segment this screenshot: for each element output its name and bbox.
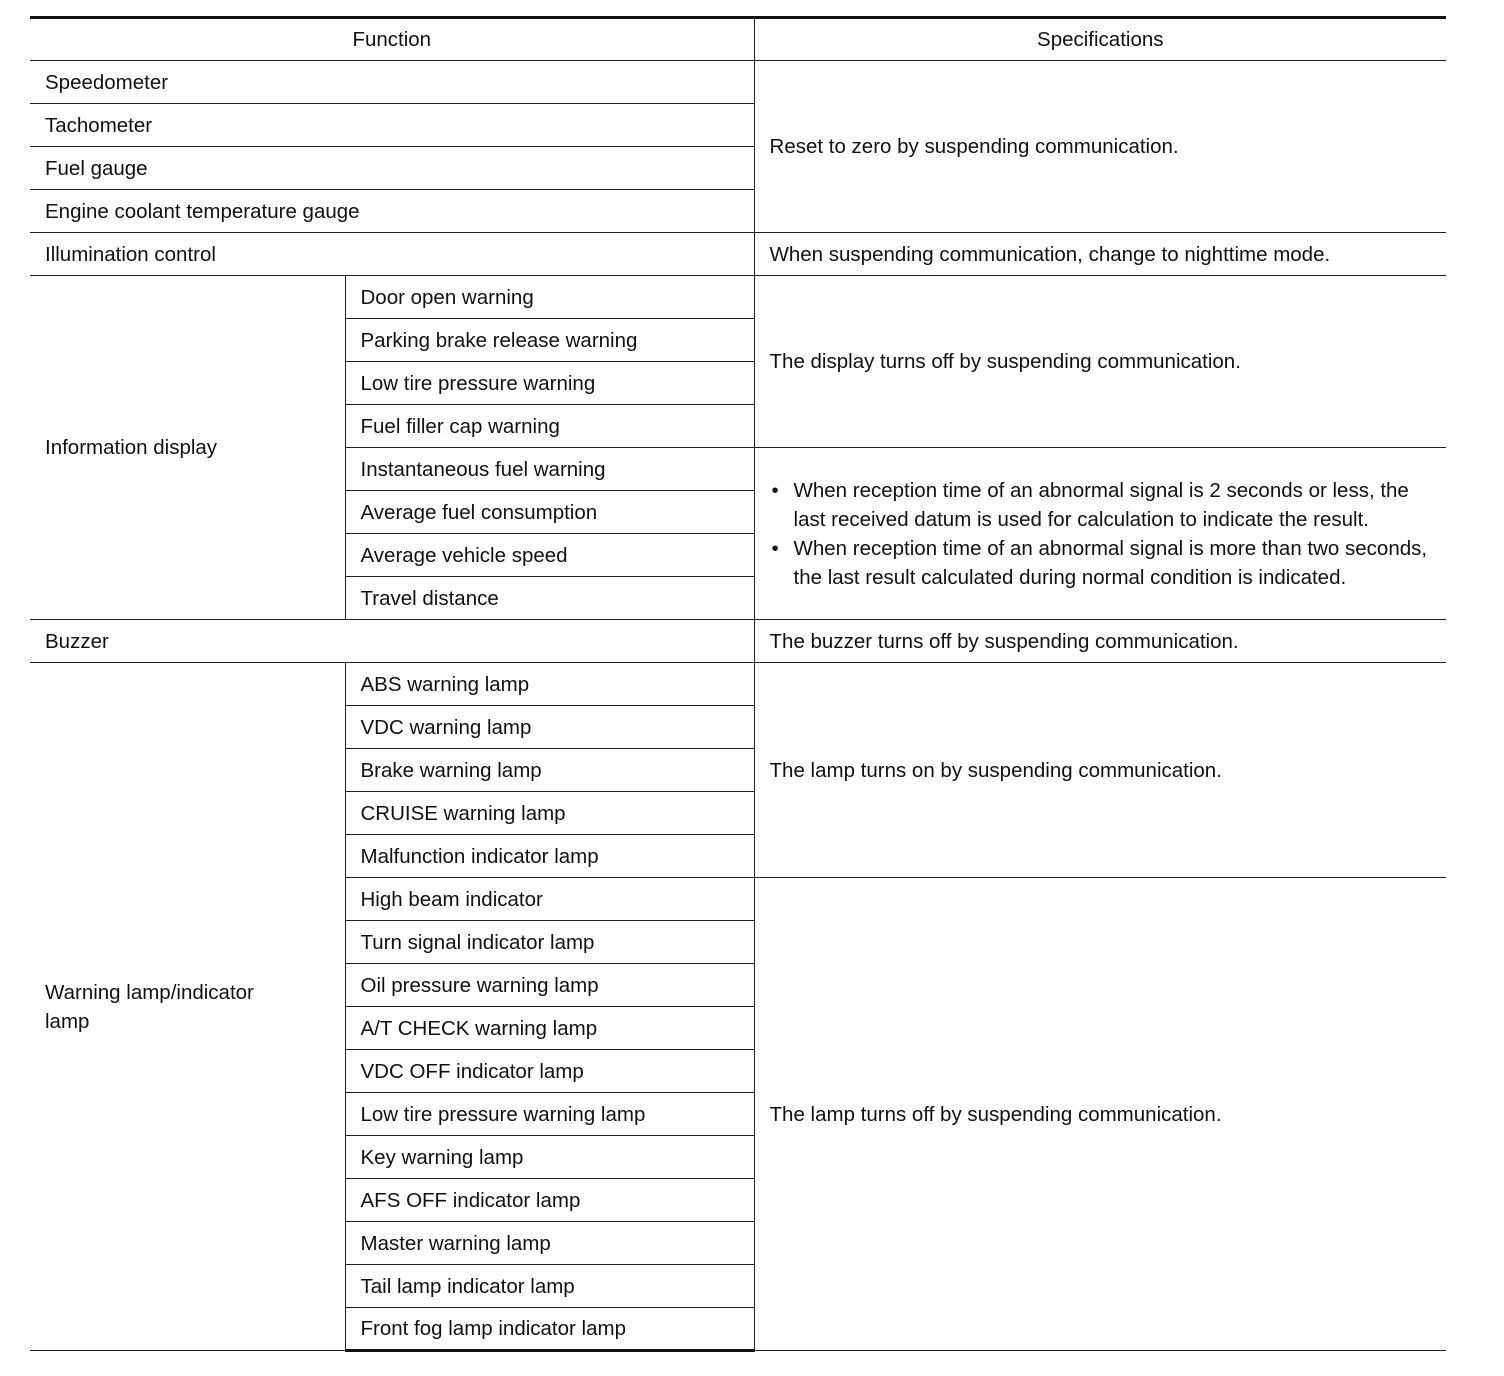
bullet-item: • When reception time of an abnormal signal is more than two seconds, the last result calculated during normal condition is indicated. <box>770 534 1447 592</box>
spec-cell-bullets <box>754 448 1446 620</box>
bullet-list <box>770 476 1447 592</box>
item-cell: High beam indicator <box>345 878 754 921</box>
item-cell: Low tire pressure warning lamp <box>345 1093 754 1136</box>
item-cell: Malfunction indicator lamp <box>345 835 754 878</box>
item-cell: Master warning lamp <box>345 1222 754 1265</box>
item-cell: Tail lamp indicator lamp <box>345 1265 754 1308</box>
group-label-warning-lamp <box>30 663 345 1351</box>
spec-cell: The lamp turns off by suspending communication. <box>754 878 1446 1351</box>
item-cell: Fuel filler cap warning <box>345 405 754 448</box>
spec-cell: The display turns off by suspending communication. <box>754 276 1446 448</box>
item-cell: AFS OFF indicator lamp <box>345 1179 754 1222</box>
header-row <box>30 18 1446 61</box>
item-cell: VDC warning lamp <box>345 706 754 749</box>
item-cell: Front fog lamp indicator lamp <box>345 1308 754 1351</box>
item-cell: CRUISE warning lamp <box>345 792 754 835</box>
function-cell: Illumination control <box>30 233 754 276</box>
group-label-line: Warning lamp/indicator <box>45 980 254 1004</box>
table-row <box>30 61 1446 104</box>
spec-cell: When suspending communication, change to nighttime mode. <box>754 233 1446 276</box>
item-cell: Oil pressure warning lamp <box>345 964 754 1007</box>
spec-cell: The lamp turns on by suspending communication. <box>754 663 1446 878</box>
item-cell: Parking brake release warning <box>345 319 754 362</box>
group-label-line: lamp <box>45 1009 90 1033</box>
function-cell: Buzzer <box>30 620 754 663</box>
item-cell: Door open warning <box>345 276 754 319</box>
item-cell: Instantaneous fuel warning <box>345 448 754 491</box>
item-cell: A/T CHECK warning lamp <box>345 1007 754 1050</box>
item-cell: Travel distance <box>345 577 754 620</box>
item-cell: Turn signal indicator lamp <box>345 921 754 964</box>
spec-cell: The buzzer turns off by suspending communication. <box>754 620 1446 663</box>
item-cell: Key warning lamp <box>345 1136 754 1179</box>
header-function: Function <box>30 18 754 61</box>
specification-table <box>30 16 1446 1352</box>
header-specifications: Specifications <box>754 18 1446 61</box>
item-cell: ABS warning lamp <box>345 663 754 706</box>
table-row <box>30 620 1446 663</box>
function-cell: Fuel gauge <box>30 147 754 190</box>
item-cell: Low tire pressure warning <box>345 362 754 405</box>
function-cell: Engine coolant temperature gauge <box>30 190 754 233</box>
spec-cell: Reset to zero by suspending communication. <box>754 61 1446 233</box>
item-cell: Average vehicle speed <box>345 534 754 577</box>
function-cell: Speedometer <box>30 61 754 104</box>
item-cell: Average fuel consumption <box>345 491 754 534</box>
group-label-information-display: Information display <box>30 276 345 620</box>
bullet-item: • When reception time of an abnormal signal is 2 seconds or less, the last received datum is used for calculation to indicate the result. <box>770 476 1447 534</box>
table-row <box>30 663 1446 706</box>
table-row <box>30 233 1446 276</box>
item-cell: Brake warning lamp <box>345 749 754 792</box>
table-row <box>30 276 1446 319</box>
function-cell: Tachometer <box>30 104 754 147</box>
item-cell: VDC OFF indicator lamp <box>345 1050 754 1093</box>
